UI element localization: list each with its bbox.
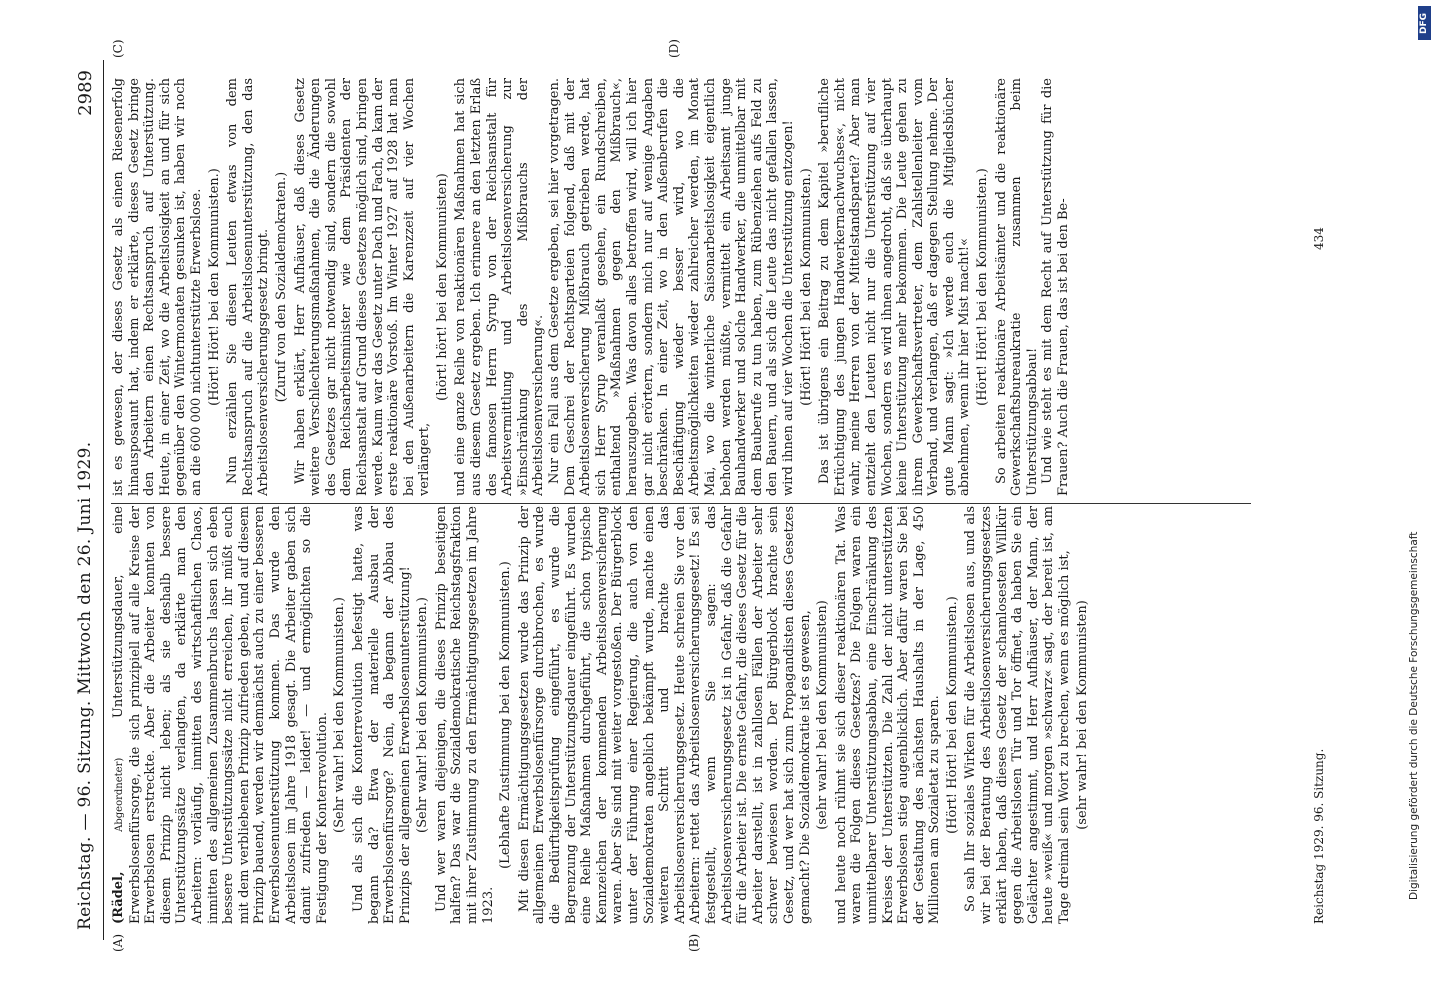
paragraph: ist es gewesen, der dieses Gesetz als einen Riesenerfolg hinausposaunt hat, indem er erklärte, dieses Gesetz bringe den Arbeitern einen Rechtsanspruch auf Unterstützung. Heute, in einer Zeit, wo die Arbeitslosigkeit an und für sich gegenüber den Wintermonaten gesunken ist, haben wir noch an die 600 000 nichtunterstützte Erwerbslose.: [111, 78, 204, 496]
speaker-name: (Rädel,: [111, 871, 126, 924]
interjection: (Hört! Hört! bei den Kommunisten.): [944, 596, 960, 834]
rotated-document-page: [67, 30, 1367, 970]
interjection: (Hört! Hört! bei den Kommunisten.): [798, 168, 814, 406]
footer-signature: 434: [1312, 227, 1326, 250]
footer-publication: Reichstag 1929. 96. Sitzung.: [1312, 748, 1326, 924]
digitization-note: Digitalisierung gefördert durch die Deutsche Forschungsgemeinschaft: [1408, 531, 1420, 900]
margin-marker-d: (D): [667, 39, 681, 58]
speaker-paragraph: [111, 506, 330, 924]
interjection: (sehr wahr! bei den Kommunisten): [1074, 600, 1090, 830]
paragraph-text: Unterstützungsdauer, eine Erwerbslosenfürsorge, die sich prinzipiell auf alle Kreise der Erwerbslosen erstreckte. Aber die Arbeiter konnten von diesem Prinzip nicht leben; als sie deshalb bessere Unterstützungssätze verlangten, da erklärte man den Arbeitern: vorläufig, inmitten des wirtschaftlichen Chaos, inmitten des allgemeinen Zusammenbruchs lassen sich eben bessere Unterstützungssätze nicht erreichen, ihr müßt euch mit dem verbliebenen Prinzip zufrieden geben, und auf diesem Prinzip bauend, werden wir demnächst auch zu einer besseren Erwerbslosenunterstützung kommen. Das wurde den Arbeitslosen im Jahre 1918 gesagt. Die Arbeiter gaben sich damit zufrieden — leider! — und ermöglichten so die Festigung der Konterrevolution.: [111, 506, 330, 924]
paragraph: Mit diesen Ermächtigungsgesetzen wurde das Prinzip der allgemeinen Erwerbslosenfürsorge durchbrochen, es wurde die Bedürftigkeitsprüfung eingeführt, es wurde die Begrenzung der Unterstützungsdauer eingeführt. Es wurden eine Reihe Maßnahmen durchgeführt, die schon typische Kennzeichen der kommenden Arbeitslosenversicherung waren. Aber Sie sind mit weiter vorgestoßen. Der Bürgerblock unter der Führung einer Regierung, die auch von den Sozialdemokraten angeblich bekämpft wurde, machte einen weiteren Schritt und brachte das Arbeitslosenversicherungsgesetz. Heute schreien Sie vor den Arbeitern: rettet das Arbeitslosenversicherungsgesetz! Es sei festgestellt, wenn Sie sagen: das Arbeitslosenversicherungsgesetz ist in Gefahr, daß die Gefahr für die Arbeiter ist. Die ernste Gefahr, die dieses Gesetz für die Arbeiter darstellt, ist in zahllosen Fällen der Arbeiter sehr schwer bewiesen worden. Der Bürgerblock brachte sein Gesetz, und wer hat sich zum Propagandisten dieses Gesetzes gemacht? Die Sozialdemokratie ist es gewesen,: [516, 506, 813, 924]
header-rule: [103, 60, 104, 940]
page-number: 2989: [75, 70, 96, 116]
interjection: (Sehr wahr! bei den Kommunisten.): [415, 597, 431, 833]
paragraph: So sah Ihr soziales Wirken für die Arbeitslosen aus, und als wir bei der Beratung des Arbeitslosenversicherungsgesetzes erklärt haben, daß dieses Gesetz der schamlosesten Willkür gegen die Arbeitslosen Tür und Tor öffnet, da haben Sie ein Gelächter angestimmt, und Herr Aufhäuser, der Mann, der heute »weiß« und morgen »schwarz« sagt, der bereit ist, am Tage dreimal sein Wort zu brechen, wenn es möglich ist,: [963, 506, 1073, 924]
paragraph: Nur ein Fall aus dem Gesetze ergeben, sei hier vorgetragen. Dem Geschrei der Rechtsparteien folgend, daß mit der Arbeitslosenversicherung Mißbrauch getrieben werde, hat sich Herr Syrup veranlaßt gesehen, ein Rundschreiben, enthaltend »Maßnahmen gegen den Mißbrauch«, herauszugeben. Was davon alles betroffen wird, will ich hier gar nicht erörtern, sondern mich nur auf wenige Angaben beschränken. In einer Zeit, wo in den Außenberufen die Beschäftigung wieder besser wird, wo die Arbeitsmöglichkeiten wieder zahlreicher werden, im Monat Mai, wo die winterliche Saisonarbeitslosigkeit eigentlich behoben werden müßte, vermittelt ein Arbeitsamt junge Bauhandwerker und solche Handwerker, die unmittelbar mit dem Bauberufe zu tun haben, zum Rübenziehen aufs Feld zu den Bauern, und als sich die Leute das nicht gefallen lassen, wird ihnen auf vier Wochen die Unterstützung entzogen!: [547, 78, 796, 496]
paragraph: Und als sich die Konterrevolution befestigt hatte, was begann da? Etwa der materielle Ausbau der Erwerbslosenfürsorge? Nein, da begann der Abbau des Prinzips der allgemeinen Erwerbslosenunterstützung!: [350, 506, 413, 924]
paragraph: Nun erzählen Sie diesen Leuten etwas von dem Rechtsanspruch auf die Arbeitslosenunterstützung, den das Arbeitslosenversicherungsgesetz bringt.: [225, 78, 272, 496]
right-text-column: [111, 78, 1281, 496]
paragraph: und heute noch rühmt sie sich dieser reaktionären Tat. Was waren die Folgen dieses Gesetzes? Die Folgen waren ein unmittelbarer Unterstützungsabbau, eine Einschränkung des Kreises der Unterstützten. Die Zahl der nicht unterstützten Erwerbslosen stieg augenblicklich. Aber dafür waren Sie bei der Gestaltung des nächsten Haushalts in der Lage, 450 Millionen am Sozialetat zu sparen.: [833, 506, 943, 924]
paragraph: Wir haben erklärt, Herr Aufhäuser, daß dieses Gesetz weitere Verschlechterungsmaßnahmen, die die Änderungen des Gesetzes gar nicht notwendig sind, sondern die sowohl dem Reichsarbeitsminister wie dem Präsidenten der Reichsanstalt auf Grund dieses Gesetzes möglich sind, bringen werde. Kaum war das Gesetz unter Dach und Fach, da kam der erste reaktionäre Vorstoß. Im Winter 1927 auf 1928 hat man bei den Außenarbeitern die Karenzzeit auf vier Wochen verlängert,: [292, 78, 433, 496]
margin-marker-a: (A): [111, 933, 125, 952]
header-title: Reichstag. — 96. Sitzung. Mittwoch den 26. Juni 1929.: [75, 441, 95, 930]
interjection: (Hört! Hört! bei den Kommunisten.): [975, 168, 991, 406]
speaker-role: Abgeordneter): [114, 718, 125, 872]
interjection: (Sehr wahr! bei den Kommunisten.): [332, 597, 348, 833]
paragraph: Das ist übrigens ein Beitrag zu dem Kapitel »berufliche Ertüchtigung des jungen Handwerkernachwuchses«, nicht wahr, meine Herren von der Mittelstandspartei? Aber man entzieht den Leuten nicht nur die Unterstützung auf vier Wochen, sondern es wird ihnen angedroht, daß sie überhaupt keine Unterstützung mehr bekommen. Die Leute gehen zu ihrem Gewerkschaftsvertreter, dem Zahlstellenleiter vom Verband, und verlangen, daß er dagegen Stellung nehme. Der gute Mann sagt: »Ich werde euch die Mitgliedsbücher abnehmen, wenn ihr hier Mist macht!«: [817, 78, 973, 496]
page-header: [75, 70, 105, 930]
interjection: (Hört! Hört! bei den Kommunisten.): [206, 168, 222, 406]
interjection: (hört! hört! bei den Kommunisten): [434, 173, 450, 401]
paragraph: So arbeiten reaktionäre Arbeitsämter und die reaktionäre Gewerkschaftsbureaukratie zusammen beim Unterstützungsabbau!: [993, 78, 1040, 496]
paragraph: und eine ganze Reihe von reaktionären Maßnahmen hat sich aus diesem Gesetz ergeben. Ich erinnere an den letzten Erlaß des famosen Herrn Syrup von der Reichsanstalt für Arbeitsvermittlung und Arbeitslosenversicherung zur »Einschränkung des Mißbrauchs der Arbeitslosenversicherung«.: [453, 78, 547, 496]
interjection: (Lebhafte Zustimmung bei den Kommunisten.): [498, 561, 514, 869]
dfg-logo: DFG: [1418, 6, 1431, 40]
paragraph: Und wer waren diejenigen, die dieses Prinzip beseitigen halfen? Das war die Sozialdemokratische Reichstagsfraktion mit ihrer Zustimmung zu den Ermächtigungsgesetzen im Jahre 1923.: [433, 506, 496, 924]
column-divider: [111, 503, 1251, 504]
interjection: (Zuruf von den Sozialdemokraten.): [273, 171, 289, 403]
left-text-column: [111, 506, 1281, 924]
margin-marker-c: (C): [111, 39, 125, 58]
interjection: (sehr wahr! bei den Kommunisten): [815, 600, 831, 830]
margin-marker-b: (B): [687, 933, 701, 952]
paragraph: Und wie steht es mit dem Recht auf Unterstützung für die Frauen? Auch die Frauen, das ist bei den Be-: [1040, 78, 1072, 496]
